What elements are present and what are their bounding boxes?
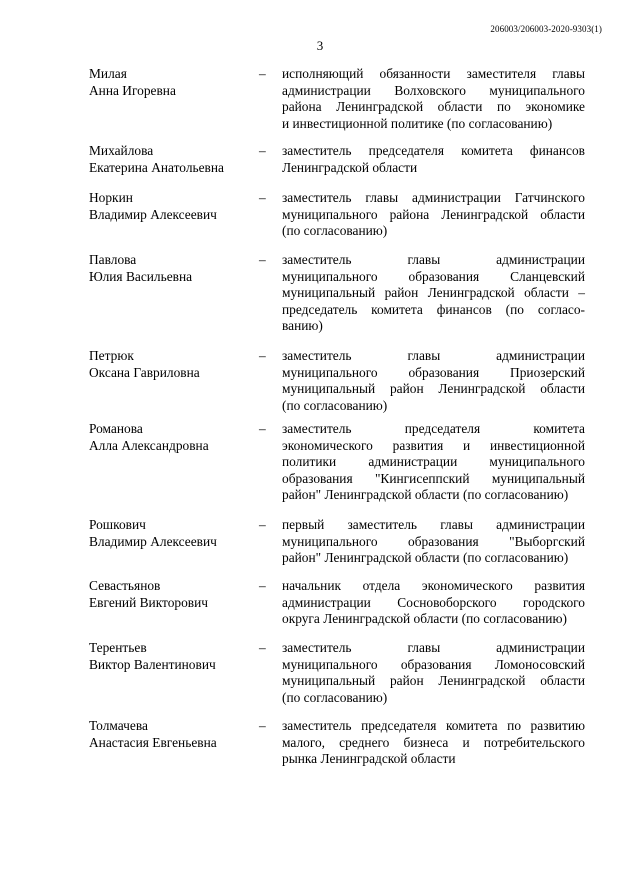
dash-separator: – xyxy=(259,143,266,158)
member-given-names: Владимир Алексеевич xyxy=(89,533,217,549)
member-given-names: Владимир Алексеевич xyxy=(89,206,217,222)
position-line: заместитель главы администрации Гатчинского xyxy=(282,190,585,205)
member-entry xyxy=(89,190,585,240)
member-entry xyxy=(89,578,585,628)
dash-separator: – xyxy=(259,190,266,205)
page-number: 3 xyxy=(316,38,324,53)
member-given-names: Анастасия Евгеньевна xyxy=(89,734,217,750)
member-name xyxy=(89,66,259,132)
position-line: заместитель председателя комитета по развитию xyxy=(282,718,585,733)
position-line: муниципального района Ленинградской области xyxy=(282,206,585,222)
member-surname: Терентьев xyxy=(89,640,147,655)
member-surname: Михайлова xyxy=(89,143,154,158)
member-surname: Романова xyxy=(89,421,143,436)
dash-separator: – xyxy=(259,421,266,436)
dash-separator: – xyxy=(259,578,266,593)
position-line: заместитель главы администрации xyxy=(282,348,585,363)
position-line: заместитель главы администрации xyxy=(282,252,585,267)
member-entry xyxy=(89,517,585,567)
member-given-names: Евгений Викторович xyxy=(89,594,209,610)
member-entry xyxy=(89,640,585,706)
member-entry xyxy=(89,718,585,768)
document-id: 206003/206003-2020-9303(1) xyxy=(490,24,602,34)
position-line: (по согласованию) xyxy=(282,689,388,705)
member-surname: Норкин xyxy=(89,190,133,205)
member-given-names: Анна Игоревна xyxy=(89,82,176,98)
member-name xyxy=(89,578,259,628)
position-line: политики администрации муниципального xyxy=(282,454,585,470)
member-surname: Севастьянов xyxy=(89,578,161,593)
position-line: начальник отдела экономического развития xyxy=(282,578,585,593)
member-given-names: Алла Александровна xyxy=(89,437,209,453)
position-line: муниципального образования Ломоносовский xyxy=(282,656,585,672)
position-line: района Ленинградской области по экономике xyxy=(282,99,585,115)
dash-separator: – xyxy=(259,348,266,363)
member-name xyxy=(89,718,259,768)
member-position xyxy=(282,718,585,768)
position-line: округа Ленинградской области (по согласованию) xyxy=(282,611,567,627)
position-line: председатель комитета финансов (по согласо- xyxy=(282,301,585,317)
member-position xyxy=(282,421,585,504)
position-line: муниципальный район Ленинградской области – xyxy=(282,285,585,301)
position-line: исполняющий обязанности заместителя главы xyxy=(282,66,585,81)
position-line: район" Ленинградской области (по согласованию) xyxy=(282,487,569,503)
member-name xyxy=(89,190,259,240)
member-position xyxy=(282,640,585,706)
member-position xyxy=(282,252,585,335)
position-line: (по согласованию) xyxy=(282,223,388,239)
dash-separator: – xyxy=(259,640,266,655)
position-line: муниципальный район Ленинградской области xyxy=(282,381,585,397)
member-given-names: Екатерина Анатольевна xyxy=(89,159,224,175)
member-entry xyxy=(89,348,585,414)
member-given-names: Виктор Валентинович xyxy=(89,656,216,672)
member-name xyxy=(89,640,259,706)
position-line: экономического развития и инвестиционной xyxy=(282,437,585,453)
member-entry xyxy=(89,421,585,504)
member-entry xyxy=(89,143,585,176)
position-line: муниципального образования "Выборгский xyxy=(282,533,585,549)
member-name xyxy=(89,517,259,567)
position-line: заместитель председателя комитета финансов xyxy=(282,143,585,158)
member-position xyxy=(282,578,585,628)
position-line: муниципального образования Приозерский xyxy=(282,364,585,380)
member-given-names: Оксана Гавриловна xyxy=(89,364,200,380)
position-line: рынка Ленинградской области xyxy=(282,751,456,767)
member-surname: Милая xyxy=(89,66,127,81)
position-line: ванию) xyxy=(282,318,323,334)
position-line: муниципального образования Сланцевский xyxy=(282,268,585,284)
member-name xyxy=(89,348,259,414)
member-name xyxy=(89,143,259,176)
position-line: заместитель председателя комитета xyxy=(282,421,585,436)
position-line: первый заместитель главы администрации xyxy=(282,517,585,532)
member-position xyxy=(282,66,585,132)
member-surname: Павлова xyxy=(89,252,137,267)
member-surname: Рошкович xyxy=(89,517,146,532)
member-entry xyxy=(89,252,585,335)
dash-separator: – xyxy=(259,252,266,267)
position-line: (по согласованию) xyxy=(282,397,388,413)
member-surname: Петрюк xyxy=(89,348,134,363)
position-line: район" Ленинградской области (по согласованию) xyxy=(282,550,569,566)
member-name xyxy=(89,252,259,335)
position-line: муниципальный район Ленинградской области xyxy=(282,673,585,689)
dash-separator: – xyxy=(259,718,266,733)
position-line: администрации Сосновоборского городского xyxy=(282,594,585,610)
member-entry xyxy=(89,66,585,132)
dash-separator: – xyxy=(259,66,266,81)
member-position xyxy=(282,348,585,414)
member-surname: Толмачева xyxy=(89,718,148,733)
position-line: заместитель главы администрации xyxy=(282,640,585,655)
position-line: Ленинградской области xyxy=(282,159,418,175)
position-line: образования "Кингисеппский муниципальный xyxy=(282,470,585,486)
member-name xyxy=(89,421,259,504)
member-position xyxy=(282,517,585,567)
member-position xyxy=(282,190,585,240)
position-line: малого, среднего бизнеса и потребительского xyxy=(282,734,585,750)
member-given-names: Юлия Васильевна xyxy=(89,268,193,284)
member-position xyxy=(282,143,585,176)
position-line: и инвестиционной политике (по согласованию) xyxy=(282,115,553,131)
dash-separator: – xyxy=(259,517,266,532)
position-line: администрации Волховского муниципального xyxy=(282,82,585,98)
